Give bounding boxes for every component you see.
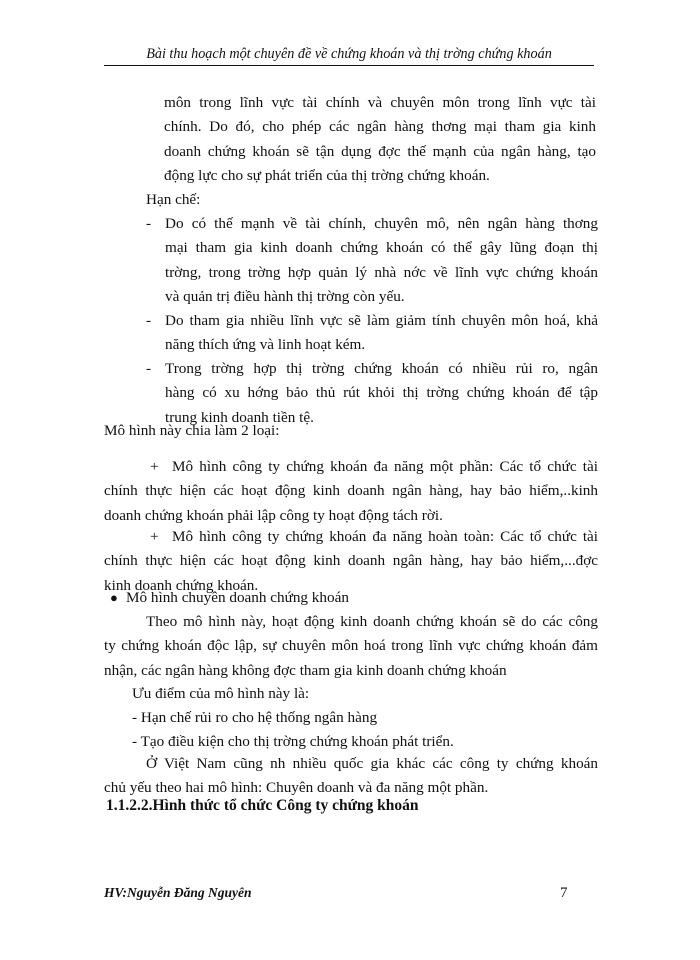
- text-line: [104, 455, 598, 479]
- bullet-list-item: [110, 586, 349, 610]
- list-item: - Hạn chế rủi ro cho hệ thống ngân hàng: [132, 709, 378, 726]
- text-run: Mô hình chuyên doanh chứng khoán: [126, 589, 349, 606]
- text-line: Trong trờng hợp thị trờng chứng khoán có nhiều rủi ro, ngân: [165, 360, 598, 377]
- text-line: trung kinh doanh tiền tệ.: [165, 408, 314, 426]
- text-line: Theo mô hình này, hoạt động kinh doanh chứng khoán sẽ do các công: [146, 613, 598, 630]
- text-line: trờng, trong trờng hợp quản lý nhà nớc về lĩnh vực chứng khoán: [165, 263, 598, 281]
- text-line: Ở Việt Nam cũng nh nhiều quốc gia khác các công ty chứng khoán: [146, 755, 598, 772]
- paragraph-vietnam: [104, 752, 598, 801]
- plus-marker: +: [150, 458, 159, 475]
- text-run: Mô hình công ty chứng khoán đa năng một phần: Các tổ chức tài: [172, 458, 598, 475]
- paragraph-specialized-model: [104, 610, 598, 683]
- running-header: Bài thu hoạch một chuyên đề về chứng khoán và thị trờng chứng khoán: [104, 45, 594, 66]
- plus-list-item: [104, 455, 598, 528]
- paragraph-strengths-end: [164, 91, 596, 188]
- list-item: - Tạo điều kiện cho thị trờng chứng khoán phát triển.: [132, 733, 454, 750]
- text-line: chủ yếu theo hai mô hình: Chuyên doanh và đa năng một phần.: [104, 779, 489, 797]
- model-split-line: Mô hình này chia làm 2 loại:: [104, 422, 280, 439]
- text-run: Mô hình công ty chứng khoán đa năng hoàn toàn: Các tổ chức tài: [172, 528, 598, 545]
- dash-marker: -: [146, 360, 152, 377]
- footer-author: HV:Nguyễn Đăng Nguyên: [104, 885, 252, 900]
- dash-marker: -: [146, 312, 152, 329]
- text-line: năng thích ứng và linh hoạt kém.: [165, 336, 366, 354]
- dash-list-item: [146, 212, 598, 310]
- text-line: và quản trị điều hành thị trờng còn yếu.: [165, 287, 405, 305]
- text-line: doanh chứng khoán phải lập công ty hoạt động tách rời.: [104, 506, 443, 524]
- text-line: Do có thế mạnh về tài chính, chuyên mô, nên ngân hàng thơng: [165, 215, 598, 232]
- text-line: mại tham gia kinh doanh chứng khoán có thể gây lũng đoạn thị: [165, 239, 598, 257]
- text-line: nhận, các ngân hàng không đợc tham gia kinh doanh chứng khoán: [104, 661, 507, 679]
- page-number: 7: [560, 885, 568, 901]
- text-line: chính thực hiện các hoạt động kinh doanh ngân hàng, hay bảo hiểm,..kinh: [104, 482, 598, 500]
- text-line: doanh chứng khoán sẽ tận dụng đợc thế mạnh của ngân hàng, tạo: [164, 142, 596, 160]
- text-line: [104, 525, 598, 549]
- text-line: môn trong lĩnh vực tài chính và chuyên môn trong lĩnh vực tài: [164, 94, 596, 111]
- text-line: động lực cho sự phát triển của thị trờng chứng khoán.: [164, 166, 490, 184]
- dash-marker: -: [146, 215, 152, 232]
- plus-marker: +: [150, 528, 159, 545]
- text-line: chính. Do đó, cho phép các ngân hàng thơng mại tham gia kinh: [164, 118, 596, 136]
- label-han-che: Hạn chế:: [146, 191, 201, 208]
- dash-list-item: [146, 309, 598, 358]
- text-line: ty chứng khoán độc lập, sự chuyên môn hoá trong lĩnh vực chứng khoán đảm: [104, 637, 598, 655]
- section-heading: 1.1.2.2.Hình thức tổ chức Công ty chứng khoán: [106, 797, 419, 814]
- text-line: Do tham gia nhiều lĩnh vực sẽ làm giảm tính chuyên môn hoá, khả: [165, 312, 598, 329]
- bullet-icon: ●: [110, 590, 118, 605]
- label-uu-diem: Ưu điểm của mô hình này là:: [132, 685, 310, 702]
- text-line: chính thực hiện các hoạt động kinh doanh ngân hàng, hay bảo hiểm,...đợc: [104, 552, 598, 570]
- text-line: hàng có xu hớng bảo thủ rút khỏi thị trờng chứng khoán để tập: [165, 384, 598, 402]
- text-line: kinh doanh chứng khoán.: [104, 576, 259, 594]
